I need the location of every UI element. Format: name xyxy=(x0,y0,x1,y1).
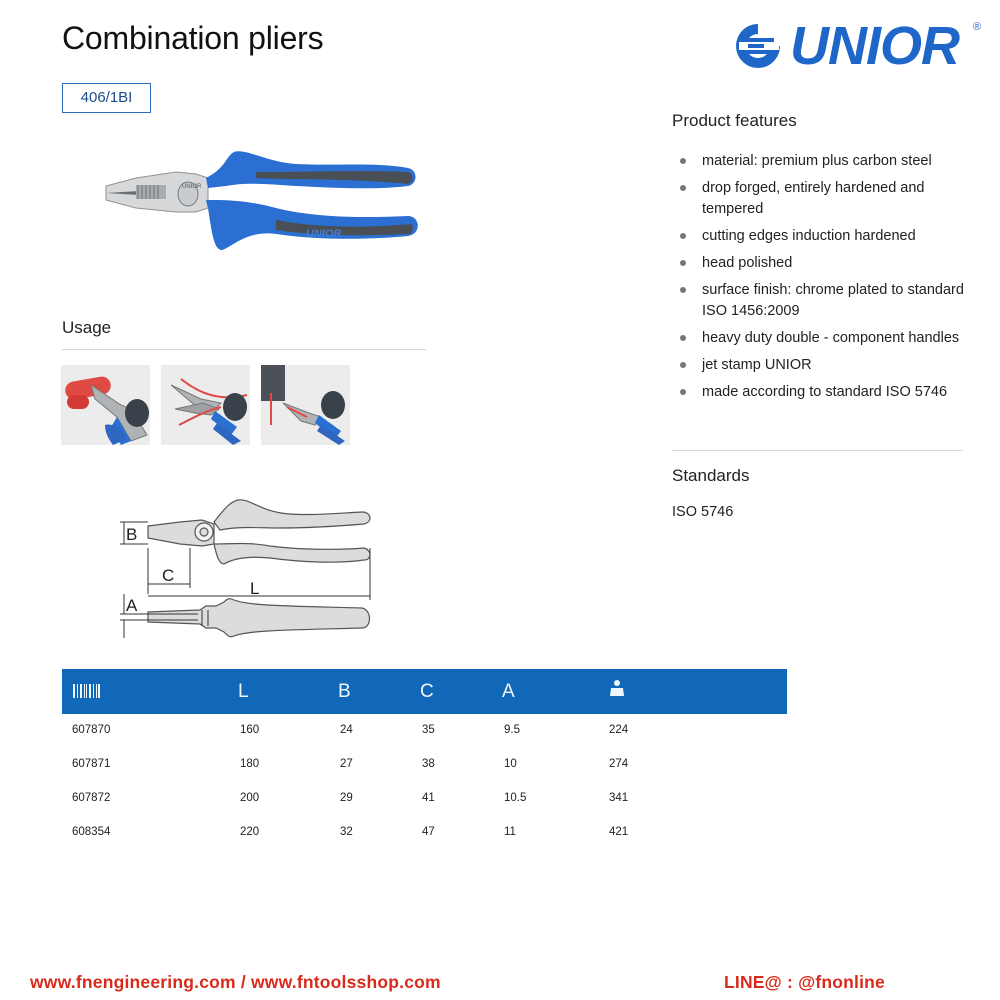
usage-title: Usage xyxy=(62,318,112,337)
product-code-badge: 406/1BI xyxy=(62,83,151,113)
features-title: Product features xyxy=(672,111,797,130)
feature-text: surface finish: chrome plated to standard ISO 1456:2009 xyxy=(702,282,964,319)
table-row xyxy=(62,782,787,816)
cell-l: 220 xyxy=(240,826,260,838)
standards-value: ISO 5746 xyxy=(672,504,734,520)
cell-l: 160 xyxy=(240,724,260,736)
feature-text: cutting edges induction hardened xyxy=(702,228,916,244)
feature-item xyxy=(672,178,972,220)
cell-weight: 274 xyxy=(609,758,629,770)
spec-table xyxy=(62,669,787,850)
bullet-icon xyxy=(680,335,686,341)
cell-weight: 421 xyxy=(609,826,629,838)
cell-l: 180 xyxy=(240,758,260,770)
cell-weight: 224 xyxy=(609,724,629,736)
usage-stripping-wire-image xyxy=(261,365,350,445)
product-image xyxy=(96,138,426,258)
cell-code: 607872 xyxy=(72,792,111,804)
barcode-icon xyxy=(72,669,102,714)
brand-registered-mark: ® xyxy=(973,21,982,33)
table-row xyxy=(62,714,787,748)
weight-icon xyxy=(609,669,625,714)
cell-b: 32 xyxy=(340,826,353,838)
dimension-l-label: L xyxy=(250,579,260,598)
table-row xyxy=(62,748,787,782)
page-title: Combination pliers xyxy=(62,20,324,56)
cell-c: 41 xyxy=(422,792,435,804)
feature-item xyxy=(672,280,972,322)
feature-text: jet stamp UNIOR xyxy=(702,357,812,373)
header-c: C xyxy=(420,681,434,702)
bullet-icon xyxy=(680,260,686,266)
usage-cutting-tube-image xyxy=(61,365,150,445)
head-engraving: UNIOR xyxy=(182,184,202,190)
cell-a: 10.5 xyxy=(504,792,527,804)
cell-l: 200 xyxy=(240,792,260,804)
cell-b: 27 xyxy=(340,758,353,770)
feature-text: heavy duty double - component handles xyxy=(702,330,960,346)
cell-c: 47 xyxy=(422,826,435,838)
cell-b: 29 xyxy=(340,792,353,804)
cell-b: 24 xyxy=(340,724,353,736)
feature-item xyxy=(672,151,972,172)
usage-images xyxy=(61,365,350,445)
cell-a: 9.5 xyxy=(504,724,520,736)
feature-item xyxy=(672,355,972,376)
header-a: A xyxy=(502,681,515,702)
bullet-icon xyxy=(680,389,686,395)
features-divider xyxy=(672,450,963,451)
usage-divider xyxy=(62,349,426,350)
feature-item xyxy=(672,328,972,349)
feature-item xyxy=(672,382,972,403)
bullet-icon xyxy=(680,362,686,368)
footer-websites: www.fnengineering.com / www.fntoolsshop.com xyxy=(30,972,441,992)
cell-a: 10 xyxy=(504,758,517,770)
usage-cutting-wire-image xyxy=(161,365,250,445)
bullet-icon xyxy=(680,158,686,164)
bullet-icon xyxy=(680,233,686,239)
header-b: B xyxy=(338,681,351,702)
header-l: L xyxy=(238,681,249,702)
feature-text: drop forged, entirely hardened and tempered xyxy=(702,180,925,217)
unior-logo xyxy=(730,14,986,72)
dimension-c-label: C xyxy=(162,566,175,585)
brand-wordmark: UNIOR xyxy=(790,16,959,72)
table-row xyxy=(62,816,787,850)
product-features xyxy=(672,111,972,409)
cell-code: 608354 xyxy=(72,826,111,838)
feature-item xyxy=(672,226,972,247)
standards-title: Standards xyxy=(672,466,750,485)
dimension-b-label: B xyxy=(126,525,138,544)
features-list xyxy=(672,151,972,403)
dimension-a-label: A xyxy=(126,596,138,615)
unior-emblem-icon xyxy=(736,24,780,68)
cell-c: 38 xyxy=(422,758,435,770)
cell-weight: 341 xyxy=(609,792,629,804)
feature-text: made according to standard ISO 5746 xyxy=(702,384,948,400)
spec-table-header xyxy=(62,669,787,714)
feature-text: material: premium plus carbon steel xyxy=(702,153,932,169)
feature-item xyxy=(672,253,972,274)
feature-text: head polished xyxy=(702,255,793,271)
bullet-icon xyxy=(680,287,686,293)
cell-c: 35 xyxy=(422,724,435,736)
footer-line-id: LINE@ : @fnonline xyxy=(724,972,885,992)
cell-code: 607871 xyxy=(72,758,111,770)
handle-engraving: UNIOR xyxy=(306,228,342,240)
cell-a: 11 xyxy=(504,826,516,838)
cell-code: 607870 xyxy=(72,724,111,736)
technical-drawing xyxy=(110,488,390,648)
bullet-icon xyxy=(680,185,686,191)
